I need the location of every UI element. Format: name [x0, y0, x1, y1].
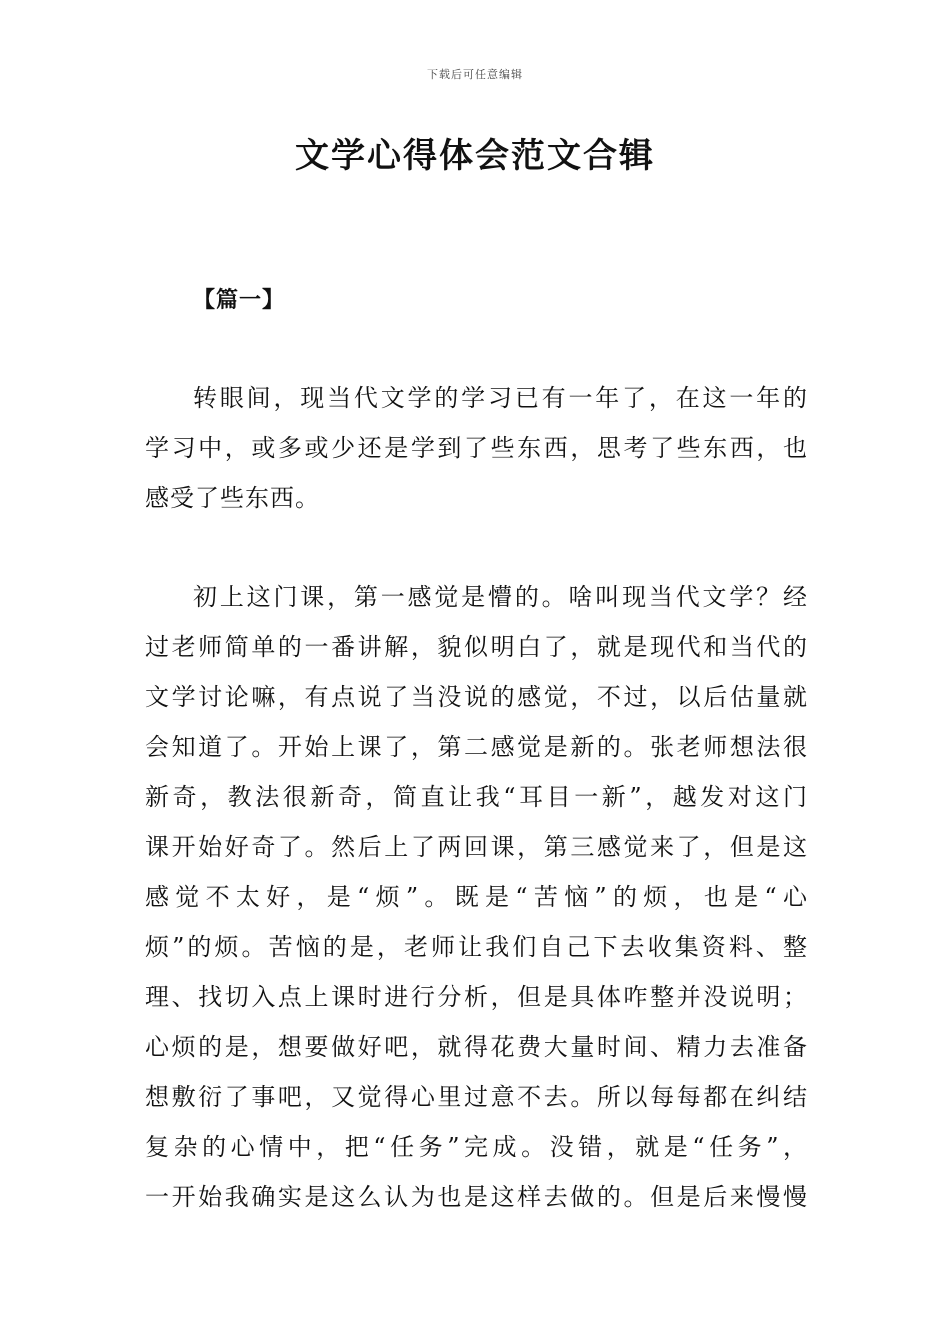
paragraph-line: 感觉不太好，是“烦”。既是“苦恼”的烦，也是“心	[145, 883, 808, 911]
paragraph-line: 初上这门课，第一感觉是懵的。啥叫现当代文学？经	[193, 583, 808, 611]
section-heading: 【篇一】	[193, 287, 286, 313]
header-note: 下载后可任意编辑	[427, 68, 523, 81]
document-title: 文学心得体会范文合辑	[295, 136, 655, 176]
paragraph-line: 过老师简单的一番讲解，貌似明白了，就是现代和当代的	[145, 633, 808, 661]
paragraph-line: 想敷衍了事吧，又觉得心里过意不去。所以每每都在纠结	[145, 1083, 808, 1111]
paragraph-line: 会知道了。开始上课了，第二感觉是新的。张老师想法很	[145, 733, 808, 761]
paragraph-line: 心烦的是，想要做好吧，就得花费大量时间、精力去准备	[145, 1033, 808, 1061]
paragraph-line: 学习中，或多或少还是学到了些东西，思考了些东西，也	[145, 434, 808, 462]
paragraph-line: 一开始我确实是这么认为也是这样去做的。但是后来慢慢	[145, 1183, 808, 1211]
paragraph-line: 烦”的烦。苦恼的是，老师让我们自己下去收集资料、整	[145, 933, 808, 961]
paragraph-line: 转眼间，现当代文学的学习已有一年了，在这一年的	[193, 384, 808, 412]
paragraph-line: 课开始好奇了。然后上了两回课，第三感觉来了，但是这	[145, 833, 808, 861]
paragraph-1	[145, 373, 808, 523]
paragraph-line: 文学讨论嘛，有点说了当没说的感觉，不过，以后估量就	[145, 683, 808, 711]
paragraph-line: 理、找切入点上课时进行分析，但是具体咋整并没说明；	[145, 983, 808, 1011]
paragraph-line: 感受了些东西。	[145, 484, 320, 512]
paragraph-2	[145, 572, 808, 1222]
paragraph-line: 复杂的心情中，把“任务”完成。没错，就是“任务”，	[145, 1133, 808, 1161]
paragraph-line: 新奇，教法很新奇，简直让我“耳目一新”，越发对这门	[145, 783, 808, 811]
